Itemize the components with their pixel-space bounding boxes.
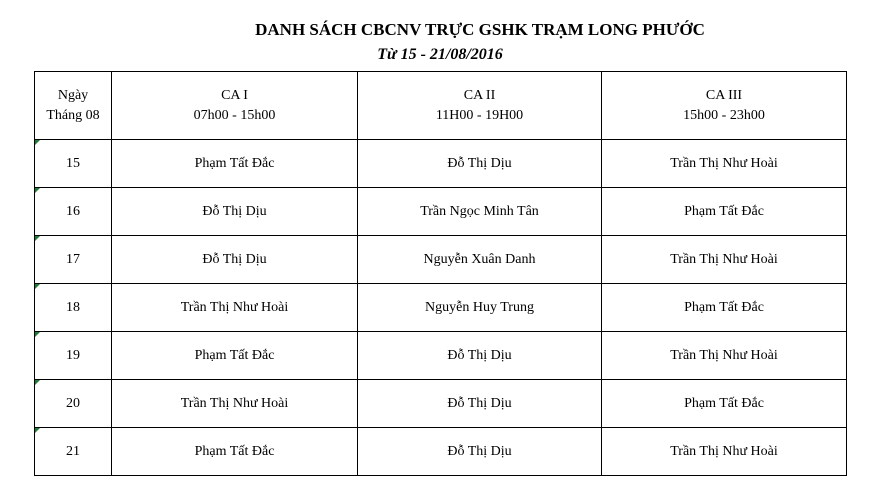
cell-marker-icon (35, 188, 40, 193)
cell-marker-icon (35, 236, 40, 241)
header-date-cell (35, 72, 112, 140)
shift-1-cell: Phạm Tất Đắc (112, 332, 358, 380)
shift-3-cell: Phạm Tất Đắc (602, 188, 847, 236)
shift-2-cell: Đỗ Thị Dịu (358, 332, 602, 380)
shift-3-cell: Phạm Tất Đắc (602, 380, 847, 428)
shift-3-hours: 15h00 - 23h00 (683, 107, 765, 123)
shift-1-cell: Phạm Tất Đắc (112, 140, 358, 188)
shift-3-cell: Trần Thị Như Hoài (602, 140, 847, 188)
table-row (35, 188, 847, 236)
shift-1-cell: Trần Thị Như Hoài (112, 284, 358, 332)
table-row (35, 236, 847, 284)
table-header-row (35, 72, 847, 140)
duty-roster-table (34, 71, 847, 476)
date-range-subtitle: Từ 15 - 21/08/2016 (377, 46, 503, 63)
header-date-line1: Ngày (57, 87, 89, 103)
shift-2-hours: 11H00 - 19H00 (435, 107, 524, 123)
shift-2-cell: Nguyễn Xuân Danh (358, 236, 602, 284)
cell-marker-icon (35, 284, 40, 289)
day-value: 16 (66, 203, 80, 219)
cell-marker-icon (35, 332, 40, 337)
page-title: DANH SÁCH CBCNV TRỰC GSHK TRẠM LONG PHƯỚC (255, 20, 705, 39)
shift-1-name: CA I (221, 87, 248, 103)
shift-3-cell: Trần Thị Như Hoài (602, 236, 847, 284)
day-cell (35, 140, 112, 188)
day-cell (35, 188, 112, 236)
shift-3-cell: Trần Thị Như Hoài (602, 332, 847, 380)
day-cell (35, 332, 112, 380)
cell-marker-icon (35, 428, 40, 433)
header-shift-3 (602, 72, 847, 140)
shift-2-name: CA II (463, 87, 496, 103)
day-value: 17 (66, 251, 80, 267)
day-value: 15 (66, 155, 80, 171)
header-shift-2 (358, 72, 602, 140)
shift-3-cell: Trần Thị Như Hoài (602, 428, 847, 476)
day-value: 19 (66, 347, 80, 363)
shift-3-cell: Phạm Tất Đắc (602, 284, 847, 332)
shift-1-cell: Phạm Tất Đắc (112, 428, 358, 476)
day-value: 21 (66, 443, 80, 459)
table-row (35, 380, 847, 428)
table-row (35, 332, 847, 380)
shift-1-cell: Trần Thị Như Hoài (112, 380, 358, 428)
header-date-line2: Tháng 08 (46, 107, 100, 123)
shift-3-name: CA III (705, 87, 743, 103)
cell-marker-icon (35, 140, 40, 145)
shift-1-cell: Đỗ Thị Dịu (112, 236, 358, 284)
shift-2-cell: Đỗ Thị Dịu (358, 380, 602, 428)
table-row (35, 140, 847, 188)
shift-2-cell: Đỗ Thị Dịu (358, 428, 602, 476)
day-cell (35, 380, 112, 428)
day-cell (35, 284, 112, 332)
table-row (35, 428, 847, 476)
header-shift-1 (112, 72, 358, 140)
day-cell (35, 236, 112, 284)
table-row (35, 284, 847, 332)
shift-2-cell: Trần Ngọc Minh Tân (358, 188, 602, 236)
shift-2-cell: Nguyễn Huy Trung (358, 284, 602, 332)
shift-2-cell: Đỗ Thị Dịu (358, 140, 602, 188)
day-value: 18 (66, 299, 80, 315)
shift-1-hours: 07h00 - 15h00 (193, 107, 276, 123)
day-value: 20 (66, 395, 80, 411)
day-cell (35, 428, 112, 476)
cell-marker-icon (35, 380, 40, 385)
shift-1-cell: Đỗ Thị Dịu (112, 188, 358, 236)
